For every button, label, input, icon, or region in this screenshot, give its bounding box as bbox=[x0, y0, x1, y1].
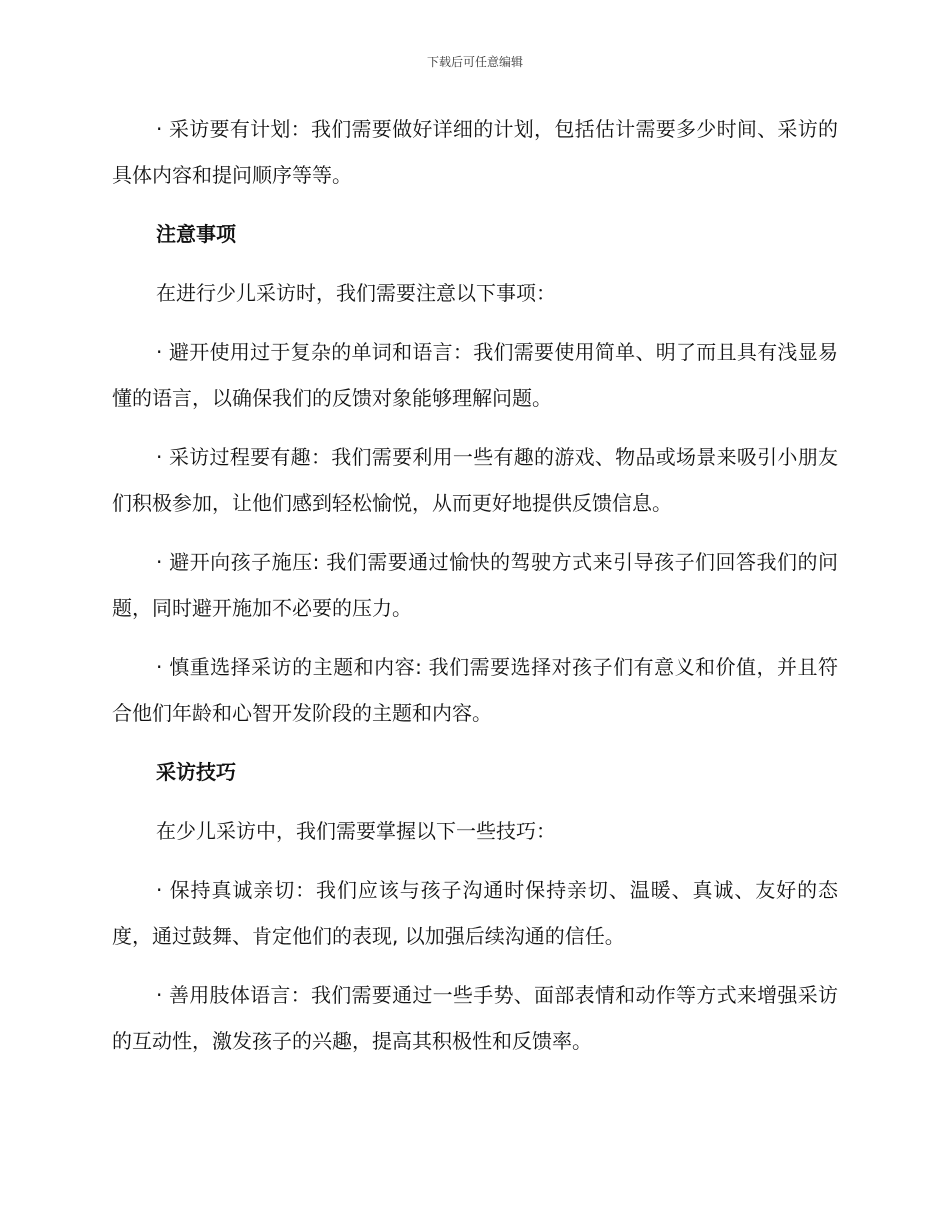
paragraph-precautions-intro: 在进行少儿采访时，我们需要注意以下事项： bbox=[156, 281, 556, 305]
section-heading-techniques: 采访技巧 bbox=[156, 760, 236, 784]
paragraph-avoid-pressure: · 避开向孩子施压: 我们需要通过愉快的驾驶方式来引导孩子们回答我们的问题，同时避开施加不必要的压力。 bbox=[112, 550, 838, 620]
paragraph-body-language: · 善用肢体语言：我们需要通过一些手势、面部表情和动作等方式来增强采访的互动性，激发孩子的兴趣，提高其积极性和反馈率。 bbox=[112, 983, 838, 1053]
document-body bbox=[112, 106, 838, 1077]
paragraph-sincere-friendly: · 保持真诚亲切：我们应该与孩子沟通时保持亲切、温暖、真诚、友好的态度，通过鼓舞、肯定他们的表现, 以加强后续沟通的信任。 bbox=[112, 878, 838, 948]
page-header: 下载后可任意编辑 bbox=[426, 55, 523, 69]
paragraph-fun-process: · 采访过程要有趣：我们需要利用一些有趣的游戏、物品或场景来吸引小朋友们积极参加，让他们感到轻松愉悦，从而更好地提供反馈信息。 bbox=[112, 445, 838, 515]
paragraph-techniques-intro: 在少儿采访中，我们需要掌握以下一些技巧： bbox=[156, 819, 556, 843]
paragraph-avoid-complex-language: · 避开使用过于复杂的单词和语言：我们需要使用简单、明了而且具有浅显易懂的语言，以确保我们的反馈对象能够理解问题。 bbox=[112, 340, 838, 410]
paragraph-choose-topic: · 慎重选择采访的主题和内容: 我们需要选择对孩子们有意义和价值，并且符合他们年龄和心智开发阶段的主题和内容。 bbox=[112, 655, 838, 725]
paragraph-interview-plan: · 采访要有计划：我们需要做好详细的计划，包括估计需要多少时间、采访的具体内容和提问顺序等等。 bbox=[112, 117, 838, 187]
section-heading-precautions: 注意事项 bbox=[156, 222, 236, 246]
